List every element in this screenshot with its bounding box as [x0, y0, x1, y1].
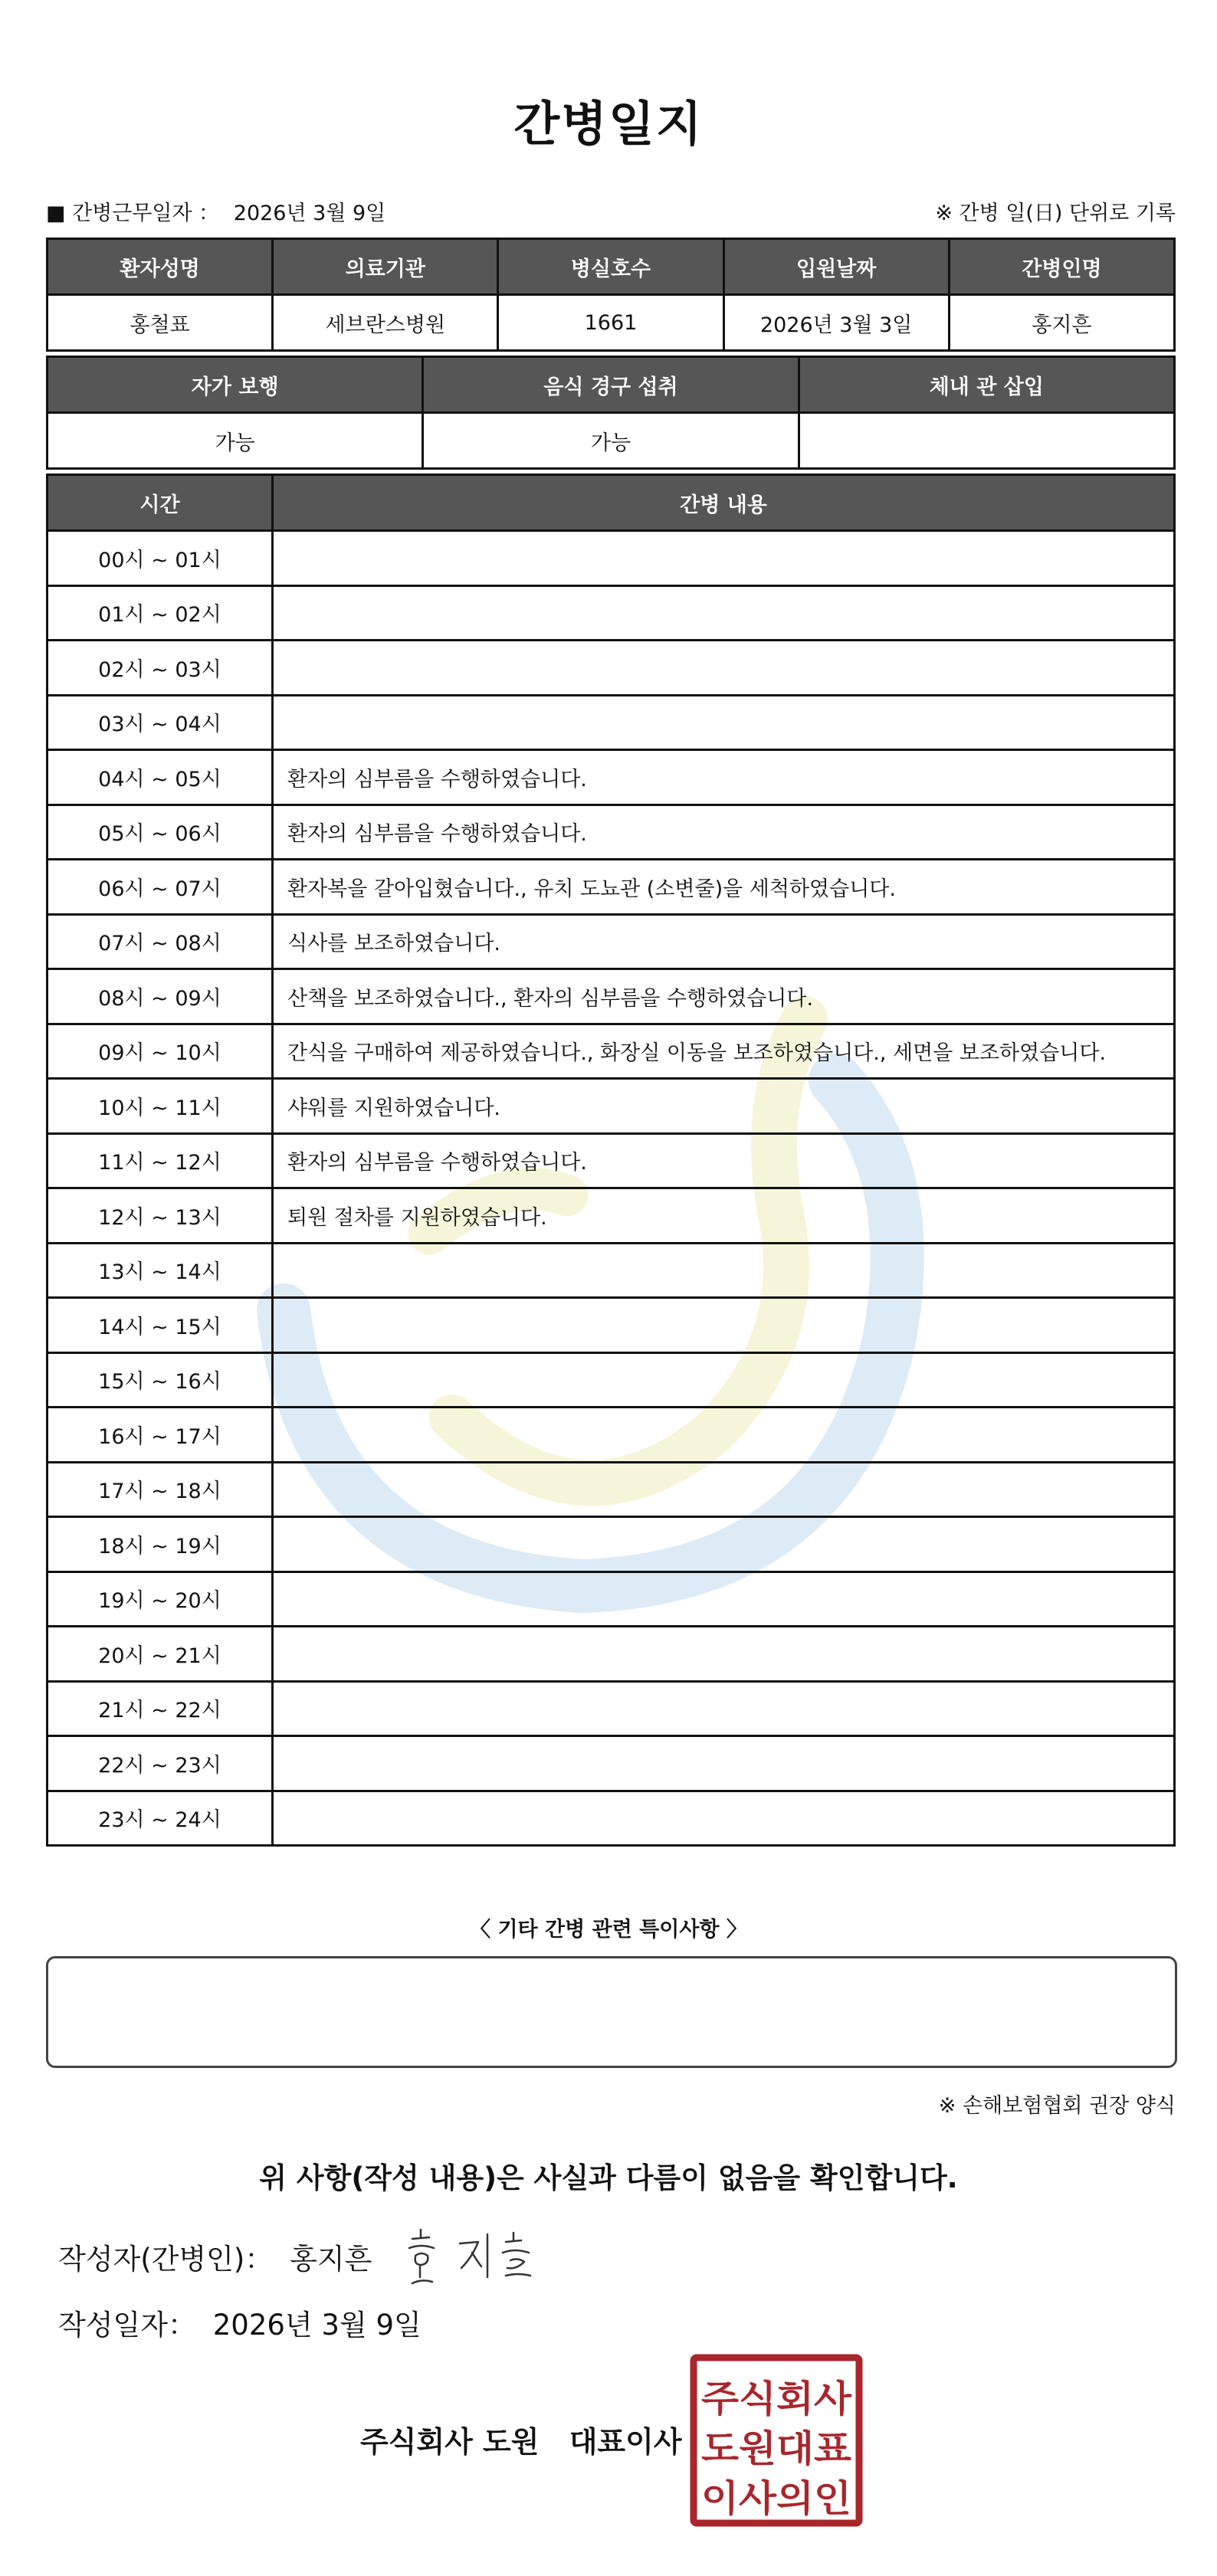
care-log-row: [48, 1736, 1175, 1791]
care-log-rows: [48, 531, 1175, 1846]
patient-info-table: [46, 238, 1176, 352]
log-content: [273, 1571, 1175, 1627]
write-date-row: [58, 2302, 422, 2343]
log-time: 13시 ~ 14시: [48, 1243, 273, 1298]
log-time: 08시 ~ 09시: [48, 969, 273, 1024]
log-time: 00시 ~ 01시: [48, 531, 273, 586]
log-content: 환자의 심부름을 수행하였습니다.: [273, 805, 1175, 860]
log-time: 19시 ~ 20시: [48, 1571, 273, 1627]
record-note: ※ 간병 일(日) 단위로 기록: [935, 202, 1176, 225]
log-time: 07시 ~ 08시: [48, 914, 273, 969]
log-content: [273, 1791, 1175, 1846]
care-log-row: [48, 1571, 1175, 1627]
remarks-box: [46, 1956, 1177, 2068]
log-content: 퇴원 절차를 지원하였습니다.: [273, 1188, 1175, 1244]
header-oral-intake: 음식 경구 섭취: [423, 357, 799, 413]
header-time: 시간: [48, 475, 273, 531]
care-log-row: [48, 805, 1175, 860]
header-hospital: 의료기관: [273, 239, 498, 295]
log-time: 03시 ~ 04시: [48, 695, 273, 750]
patient-name: 홍철표: [48, 295, 273, 351]
page-title: 간병일지: [513, 96, 704, 152]
header-caregiver-name: 간병인명: [949, 239, 1174, 295]
caregiver-name: 홍지흔: [949, 295, 1174, 351]
log-content: 식사를 보조하였습니다.: [273, 914, 1175, 969]
care-log-table: [46, 474, 1176, 1847]
svg-text:이사의인: 이사의인: [701, 2477, 851, 2520]
writer-label: 작성자(간병인)：: [58, 2243, 274, 2276]
log-content: 환자의 심부름을 수행하였습니다.: [273, 750, 1175, 805]
log-content: 산책을 보조하였습니다., 환자의 심부름을 수행하였습니다.: [273, 969, 1175, 1024]
work-date: [46, 196, 385, 226]
write-date-label: 작성일자：: [58, 2309, 196, 2342]
care-log-row: [48, 1517, 1175, 1572]
header-tube-insertion: 체내 관 삽입: [799, 357, 1174, 413]
log-content: [273, 1517, 1175, 1572]
log-time: 17시 ~ 18시: [48, 1462, 273, 1517]
hospital: 세브란스병원: [273, 295, 498, 351]
log-time: 14시 ~ 15시: [48, 1298, 273, 1353]
write-date-value: 2026년 3월 9일: [212, 2309, 422, 2342]
svg-text:주식회사: 주식회사: [701, 2378, 852, 2420]
care-log-row: [48, 1298, 1175, 1353]
oral-intake: 가능: [423, 413, 799, 469]
care-log-row: [48, 641, 1175, 696]
company-name: 주식회사 도원: [360, 2425, 540, 2459]
log-content: 샤워를 지원하였습니다.: [273, 1079, 1175, 1134]
room-number: 1661: [498, 295, 723, 351]
writer-name: 홍지흔: [290, 2243, 372, 2276]
log-content: [273, 585, 1175, 641]
header-self-walking: 자가 보행: [48, 357, 423, 413]
log-content: [273, 695, 1175, 750]
svg-text:도원대표: 도원대표: [701, 2427, 852, 2470]
care-log-row: [48, 1408, 1175, 1463]
self-walking: 가능: [48, 413, 423, 469]
admission-date: 2026년 3월 3일: [723, 295, 949, 351]
care-log-row: [48, 531, 1175, 586]
company-signature-line: [360, 2418, 682, 2460]
care-log-row: [48, 1791, 1175, 1846]
log-content: [273, 1736, 1175, 1791]
log-content: [273, 1681, 1175, 1736]
care-log-row: [48, 860, 1175, 915]
log-time: 04시 ~ 05시: [48, 750, 273, 805]
log-content: [273, 1352, 1175, 1408]
log-time: 22시 ~ 23시: [48, 1736, 273, 1791]
log-content: 환자복을 갈아입혔습니다., 유치 도뇨관 (소변줄)을 세척하였습니다.: [273, 860, 1175, 915]
log-time: 09시 ~ 10시: [48, 1024, 273, 1079]
remarks-title: 〈 기타 간병 관련 특이사항 〉: [470, 1918, 747, 1942]
log-time: 01시 ~ 02시: [48, 585, 273, 641]
log-time: 05시 ~ 06시: [48, 805, 273, 860]
header-patient-name: 환자성명: [48, 239, 273, 295]
company-seal-icon: [690, 2354, 863, 2527]
care-log-row: [48, 1079, 1175, 1134]
handwritten-signature-icon: [399, 2222, 544, 2291]
log-content: [273, 531, 1175, 586]
log-time: 23시 ~ 24시: [48, 1791, 273, 1846]
log-time: 12시 ~ 13시: [48, 1188, 273, 1244]
log-time: 18시 ~ 19시: [48, 1517, 273, 1572]
care-log-row: [48, 750, 1175, 805]
work-date-label: ■ 간병근무일자 ：: [46, 202, 220, 225]
log-time: 10시 ~ 11시: [48, 1079, 273, 1134]
log-time: 21시 ~ 22시: [48, 1681, 273, 1736]
header-admission-date: 입원날짜: [723, 239, 949, 295]
care-log-row: [48, 914, 1175, 969]
tube-insertion: [799, 413, 1174, 469]
form-footnote: ※ 손해보험협회 권장 양식: [938, 2094, 1176, 2118]
log-content: [273, 1462, 1175, 1517]
header-room-number: 병실호수: [498, 239, 723, 295]
care-log-row: [48, 1681, 1175, 1736]
log-content: 환자의 심부름을 수행하였습니다.: [273, 1133, 1175, 1188]
company-role: 대표이사: [569, 2425, 682, 2459]
log-content: [273, 1408, 1175, 1463]
care-log-row: [48, 1024, 1175, 1079]
log-content: [273, 1627, 1175, 1682]
log-content: 간식을 구매하여 제공하였습니다., 화장실 이동을 보조하였습니다., 세면을 보조하였습니다.: [273, 1024, 1175, 1079]
work-date-value: 2026년 3월 9일: [233, 202, 386, 225]
care-log-row: [48, 1462, 1175, 1517]
log-content: [273, 1243, 1175, 1298]
care-log-row: [48, 695, 1175, 750]
log-content: [273, 1298, 1175, 1353]
care-log-row: [48, 969, 1175, 1024]
care-log-row: [48, 1133, 1175, 1188]
log-time: 11시 ~ 12시: [48, 1133, 273, 1188]
log-time: 15시 ~ 16시: [48, 1352, 273, 1408]
care-log-row: [48, 585, 1175, 641]
log-time: 02시 ~ 03시: [48, 641, 273, 696]
log-time: 20시 ~ 21시: [48, 1627, 273, 1682]
writer-row: [58, 2236, 372, 2277]
log-content: [273, 641, 1175, 696]
log-time: 16시 ~ 17시: [48, 1408, 273, 1463]
header-care-content: 간병 내용: [273, 475, 1175, 531]
log-time: 06시 ~ 07시: [48, 860, 273, 915]
confirmation-statement: 위 사항(작성 내용)은 사실과 다름이 없음을 확인합니다.: [259, 2161, 958, 2194]
care-log-row: [48, 1352, 1175, 1408]
status-info-table: [46, 356, 1176, 470]
care-log-row: [48, 1188, 1175, 1244]
care-log-row: [48, 1627, 1175, 1682]
care-log-row: [48, 1243, 1175, 1298]
